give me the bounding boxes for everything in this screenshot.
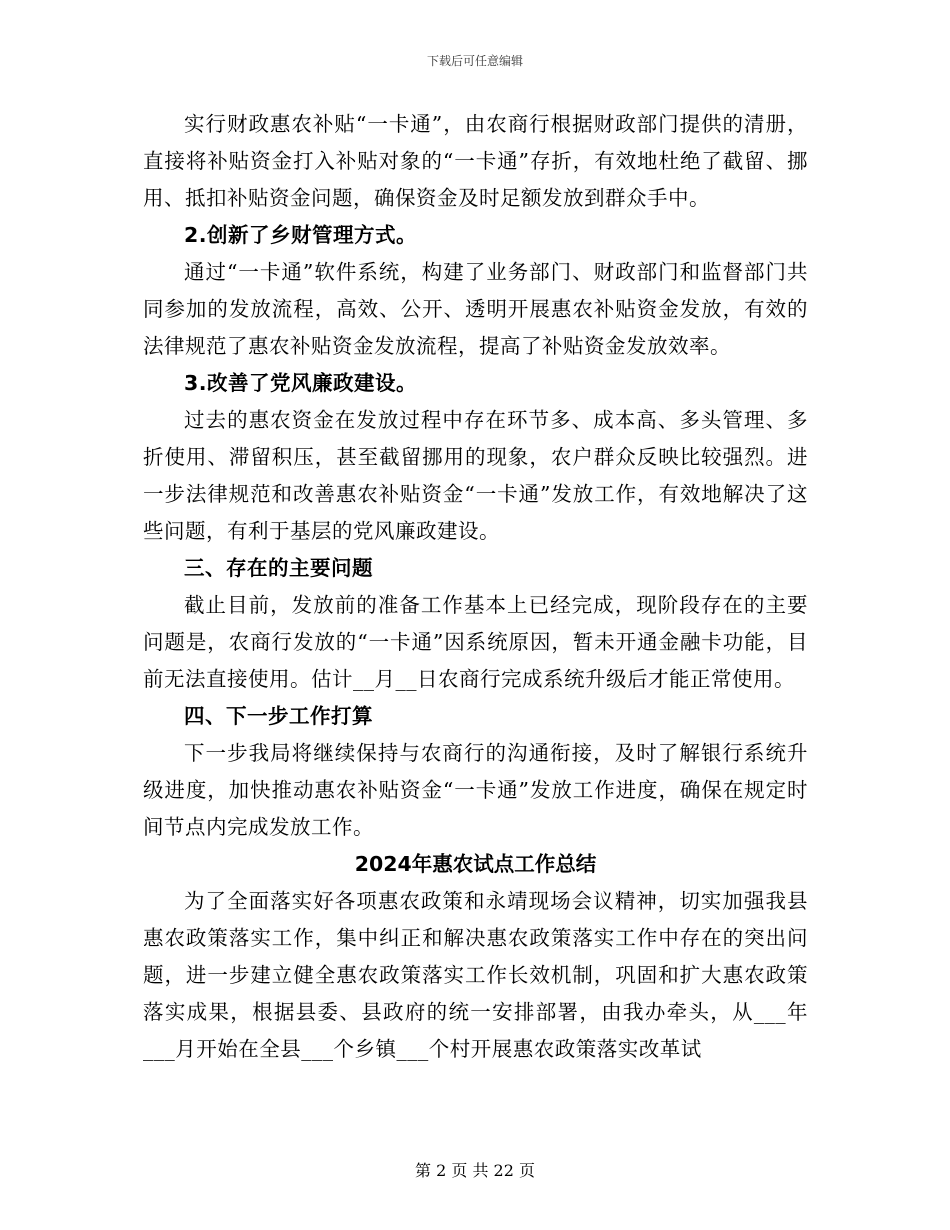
page-footer: 第 2 页 共 22 页: [415, 1161, 535, 1180]
document-body: [143, 106, 808, 1068]
section-title-pilot-summary: 2024年惠农试点工作总结: [354, 852, 597, 876]
heading-next-steps: 四、下一步工作打算: [184, 704, 373, 728]
paragraph-problems: 截止目前，发放前的准备工作基本上已经完成，现阶段存在的主要问题是，农商行发放的“一卡通”因系统原因，暂未开通金融卡功能，目前无法直接使用。估计__月__日农商行完成系统升级后才能正常使用。: [143, 593, 808, 691]
heading-main-problems: 三、存在的主要问题: [184, 556, 373, 580]
heading-improve-party-style: 3.改善了党风廉政建设。: [184, 371, 418, 395]
heading-innovate-finance: 2.创新了乡财管理方式。: [184, 223, 418, 247]
paragraph-past-funds: 过去的惠农资金在发放过程中存在环节多、成本高、多头管理、多折使用、滞留积压，甚至截留挪用的现象，农户群众反映比较强烈。进一步法律规范和改善惠农补贴资金“一卡通”发放工作，有效地解决了这些问题，有利于基层的党风廉政建设。: [143, 408, 808, 543]
paragraph-pilot-intro: 为了全面落实好各项惠农政策和永靖现场会议精神，切实加强我县惠农政策落实工作，集中纠正和解决惠农政策落实工作中存在的突出问题，进一步建立健全惠农政策落实工作长效机制，巩固和扩大惠农政策落实成果，根据县委、县政府的统一安排部署，由我办牵头，从___年___月开始在全县___个乡镇___个村开展惠农政策落实改革试: [143, 889, 808, 1061]
paragraph-subsidy-card: 实行财政惠农补贴“一卡通”，由农商行根据财政部门提供的清册，直接将补贴资金打入补贴对象的“一卡通”存折，有效地杜绝了截留、挪用、抵扣补贴资金问题，确保资金及时足额发放到群众手中。: [143, 112, 808, 210]
paragraph-software-system: 通过“一卡通”软件系统，构建了业务部门、财政部门和监督部门共同参加的发放流程，高效、公开、透明开展惠农补贴资金发放，有效的法律规范了惠农补贴资金发放流程，提高了补贴资金发放效率。: [143, 260, 808, 358]
page-header: 下载后可任意编辑: [426, 54, 523, 68]
paragraph-next-steps: 下一步我局将继续保持与农商行的沟通衔接，及时了解银行系统升级进度，加快推动惠农补贴资金“一卡通”发放工作进度，确保在规定时间节点内完成发放工作。: [143, 741, 808, 839]
